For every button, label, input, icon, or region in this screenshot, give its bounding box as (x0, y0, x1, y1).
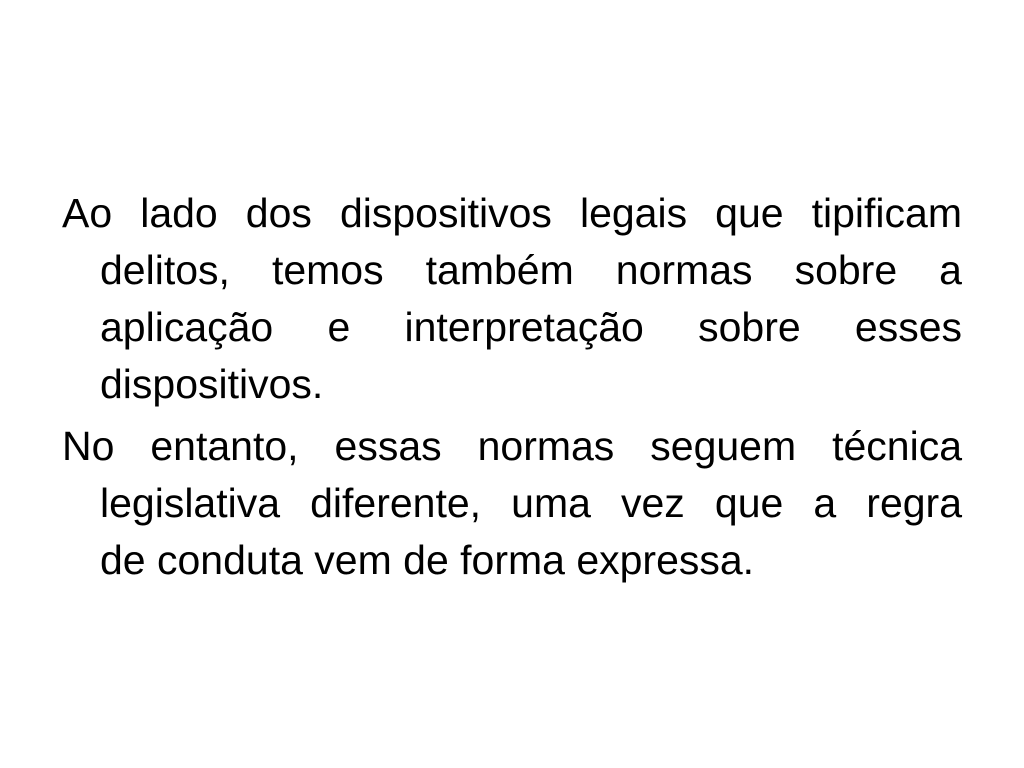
text-line: dispositivos. (100, 361, 324, 407)
text-line: Ao lado dos dispositivos legais que tipificam (62, 190, 962, 236)
text-line: aplicação e interpretação sobre esses (100, 304, 962, 350)
text-line: legislativa diferente, uma vez que a regra (100, 480, 962, 526)
paragraph-1 (62, 185, 962, 413)
text-line: de conduta vem de forma expressa. (100, 537, 755, 583)
text-line: delitos, temos também normas sobre a (100, 247, 962, 293)
text-line: No entanto, essas normas seguem técnica (62, 423, 962, 469)
paragraph-2 (62, 418, 962, 589)
slide-text-block (62, 185, 962, 589)
